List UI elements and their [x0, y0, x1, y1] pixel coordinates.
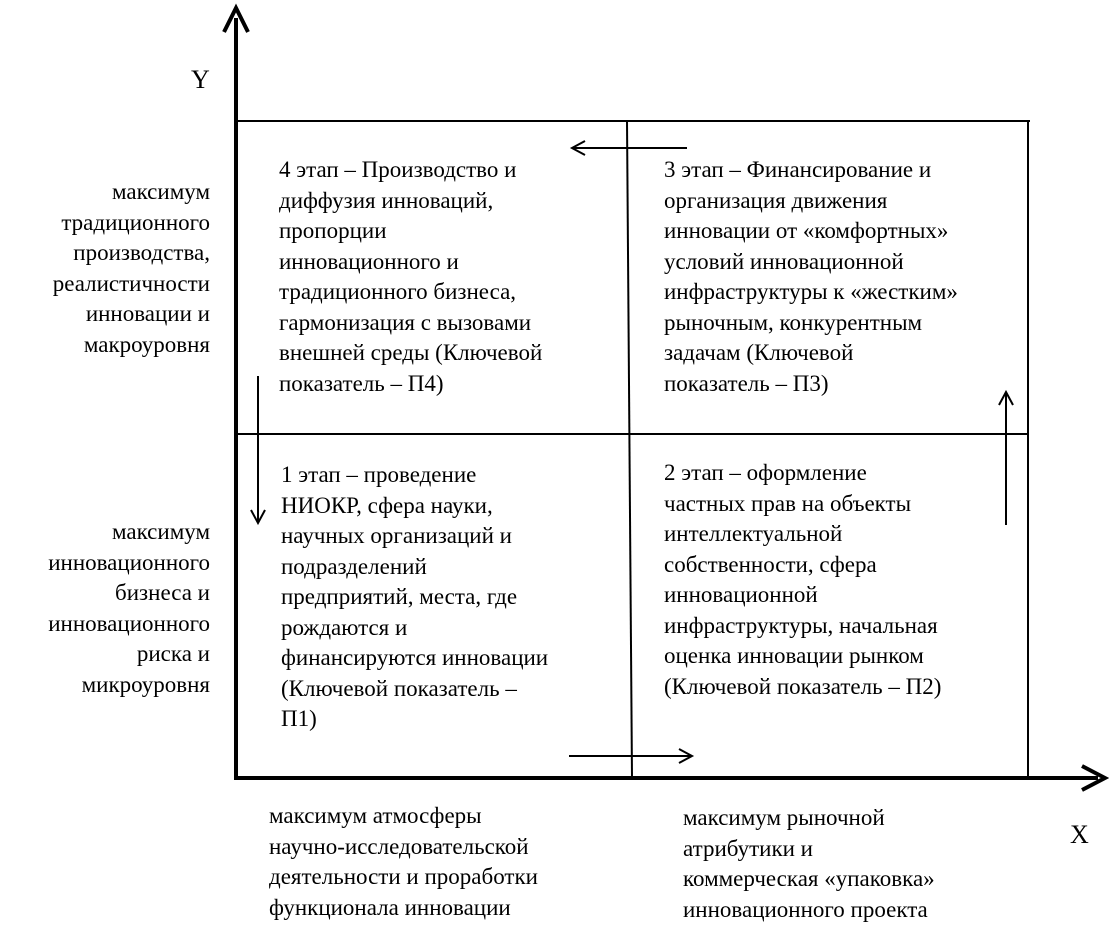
- y-axis-bottom-label: максимум инновационного бизнеса и инновационного риска и микроуровня: [48, 519, 210, 697]
- x-axis-left-label: максимум атмосферы научно-исследовательской деятельности и проработки функционала инновации: [269, 803, 538, 920]
- x-axis-right-label: максимум рыночной атрибутики и коммерческая «упаковка» инновационного проекта: [683, 805, 935, 922]
- stage2-text: 2 этап – оформление частных прав на объекты интеллектуальной собственности, сфера инновационной инфраструктуры, начальная оценка инновации рынком (Ключевой показатель – П2): [664, 460, 942, 699]
- arrow-right-bottom: [569, 749, 692, 763]
- x-axis-letter: X: [1070, 820, 1089, 849]
- stage1-text: 1 этап – проведение НИОКР, сфера науки, научных организаций и подразделений предприятий, места, где рождаются и финансируются инновации (Ключевой показатель – П1): [281, 462, 549, 731]
- arrow-left-top: [572, 141, 687, 155]
- stage3-text: 3 этап – Финансирование и организация движения инновации от «комфортных» условий инновационной инфраструктуры к «жестким» рыночным, конкурентным задачам (Ключевой показатель – П3): [664, 157, 958, 396]
- arrow-down-left: [251, 376, 265, 523]
- stage4-text: 4 этап – Производство и диффузия инноваций, пропорции инновационного и традиционного бизнеса, гармонизация с вызовами внешней среды (Ключевой показатель – П4): [279, 157, 543, 396]
- y-axis-letter: Y: [191, 65, 210, 94]
- box-vertical-divider: [627, 121, 632, 778]
- arrow-up-right: [999, 392, 1013, 525]
- y-axis-top-label: максимум традиционного производства, реалистичности инновации и макроуровня: [52, 179, 210, 357]
